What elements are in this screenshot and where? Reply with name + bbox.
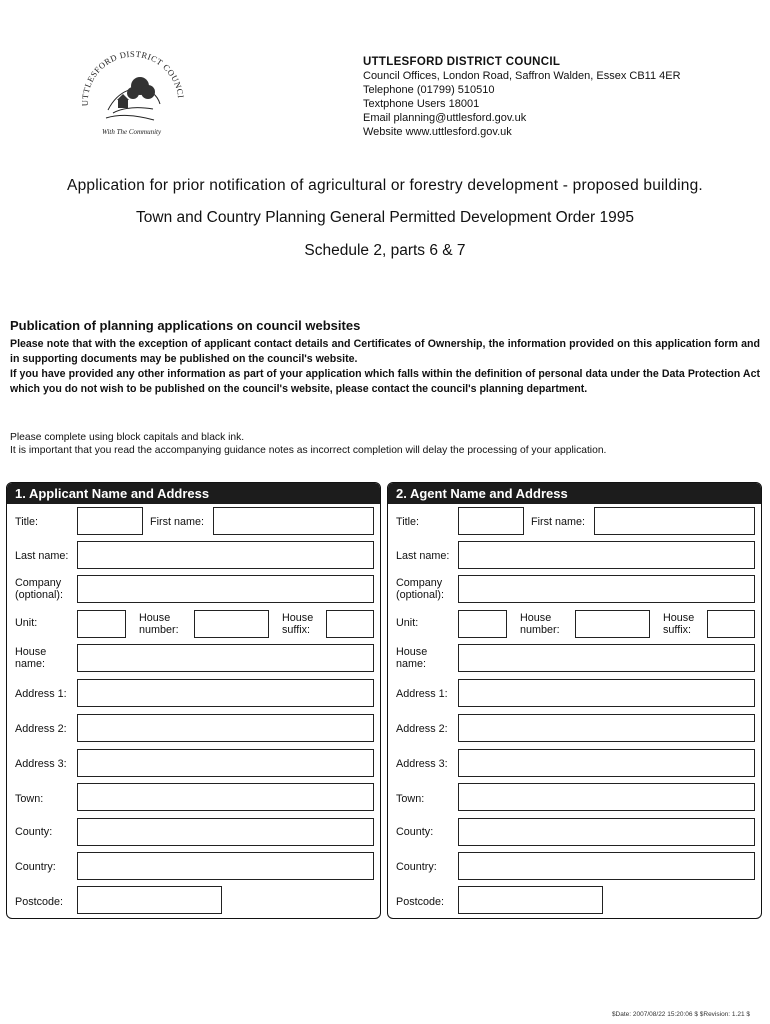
form-subtitle: Town and Country Planning General Permitted Development Order 1995 (136, 209, 634, 226)
council-crest-icon (78, 48, 186, 140)
form-schedule: Schedule 2, parts 6 & 7 (304, 242, 466, 259)
applicant-address1-label: Address 1: (15, 688, 67, 700)
logo-top-text: UTTLESFORD DISTRICT COUNCI (79, 48, 186, 107)
form-title: Application for prior notification of agricultural or forestry development - proposed building. (67, 177, 703, 194)
applicant-country-field[interactable] (77, 852, 374, 880)
applicant-address3-label: Address 3: (15, 758, 67, 770)
applicant-house-number-field[interactable] (194, 610, 269, 638)
council-website[interactable]: Website www.uttlesford.gov.uk (363, 126, 512, 138)
applicant-address2-field[interactable] (77, 714, 374, 742)
applicant-postcode-field[interactable] (77, 886, 222, 914)
publication-notice (10, 318, 760, 397)
agent-town-field[interactable] (458, 783, 755, 811)
applicant-title-label: Title: (15, 516, 38, 528)
council-telephone: Telephone (01799) 510510 (363, 84, 495, 96)
publication-heading: Publication of planning applications on council websites (10, 318, 361, 333)
council-email[interactable]: Email planning@uttlesford.gov.uk (363, 112, 527, 124)
agent-address1-label: Address 1: (396, 688, 448, 700)
agent-title-label: Title: (396, 516, 419, 528)
applicant-title-field[interactable] (77, 507, 143, 535)
revision-footer: $Date: 2007/08/22 15:20:06 $ $Revision: 1.21 $ (611, 1011, 750, 1018)
agent-address1-field[interactable] (458, 679, 755, 707)
agent-section-header: 2. Agent Name and Address (388, 483, 761, 504)
agent-address3-label: Address 3: (396, 758, 448, 770)
publication-paragraph-1: Please note that with the exception of applicant contact details and Certificates of Ownership, the information provided on this application form and in supporting documents may be published on the council's website. (10, 338, 760, 365)
applicant-county-label: County: (15, 826, 53, 838)
applicant-last-name-label: Last name: (15, 550, 69, 562)
agent-address3-field[interactable] (458, 749, 755, 777)
agent-address2-label: Address 2: (396, 723, 448, 735)
instruction-line-1: Please complete using block capitals and black ink. (10, 432, 245, 443)
applicant-house-number-label: House number: (139, 612, 179, 636)
agent-title-field[interactable] (458, 507, 524, 535)
applicant-town-field[interactable] (77, 783, 374, 811)
applicant-town-label: Town: (15, 793, 44, 805)
applicant-company-label: Company (optional): (15, 577, 64, 601)
agent-country-label: Country: (396, 861, 437, 873)
agent-unit-label: Unit: (396, 617, 419, 629)
council-name: UTTLESFORD DISTRICT COUNCIL (363, 56, 561, 68)
agent-first-name-label: First name: (531, 516, 585, 528)
applicant-panel (6, 482, 381, 919)
applicant-company-field[interactable] (77, 575, 374, 603)
agent-first-name-field[interactable] (594, 507, 755, 535)
applicant-address3-field[interactable] (77, 749, 374, 777)
agent-postcode-field[interactable] (458, 886, 603, 914)
publication-paragraph-2: If you have provided any other information as part of your application which falls within the definition of personal data under the Data Protection Act which you do not wish to be published on the council's website, please contact the council's planning department. (10, 368, 760, 395)
applicant-address2-label: Address 2: (15, 723, 67, 735)
agent-last-name-label: Last name: (396, 550, 450, 562)
applicant-first-name-label: First name: (150, 516, 204, 528)
council-address: Council Offices, London Road, Saffron Walden, Essex CB11 4ER (363, 70, 681, 82)
logo-bottom-text: With The Community (102, 128, 162, 136)
agent-house-number-field[interactable] (575, 610, 650, 638)
instructions (10, 431, 606, 457)
agent-house-suffix-field[interactable] (707, 610, 755, 638)
agent-postcode-label: Postcode: (396, 896, 445, 908)
applicant-postcode-label: Postcode: (15, 896, 64, 908)
applicant-first-name-field[interactable] (213, 507, 374, 535)
applicant-house-name-label: House name: (15, 646, 47, 670)
agent-county-label: County: (396, 826, 434, 838)
agent-town-label: Town: (396, 793, 425, 805)
applicant-last-name-field[interactable] (77, 541, 374, 569)
agent-house-name-field[interactable] (458, 644, 755, 672)
applicant-house-suffix-field[interactable] (326, 610, 374, 638)
agent-unit-field[interactable] (458, 610, 507, 638)
council-logo (78, 48, 186, 140)
applicant-house-name-field[interactable] (77, 644, 374, 672)
agent-county-field[interactable] (458, 818, 755, 846)
agent-panel (387, 482, 762, 919)
agent-address2-field[interactable] (458, 714, 755, 742)
council-contact-block (363, 55, 681, 139)
agent-house-name-label: House name: (396, 646, 428, 670)
council-textphone: Textphone Users 18001 (363, 98, 480, 110)
applicant-country-label: Country: (15, 861, 56, 873)
agent-company-field[interactable] (458, 575, 755, 603)
applicant-unit-field[interactable] (77, 610, 126, 638)
applicant-house-suffix-label: House suffix: (282, 612, 314, 636)
agent-house-number-label: House number: (520, 612, 560, 636)
agent-house-suffix-label: House suffix: (663, 612, 695, 636)
agent-company-label: Company (optional): (396, 577, 445, 601)
applicant-unit-label: Unit: (15, 617, 38, 629)
applicant-county-field[interactable] (77, 818, 374, 846)
applicant-section-header: 1. Applicant Name and Address (7, 483, 380, 504)
agent-country-field[interactable] (458, 852, 755, 880)
instruction-line-2: It is important that you read the accompanying guidance notes as incorrect completion will delay the processing of your application. (10, 445, 607, 456)
agent-last-name-field[interactable] (458, 541, 755, 569)
applicant-address1-field[interactable] (77, 679, 374, 707)
